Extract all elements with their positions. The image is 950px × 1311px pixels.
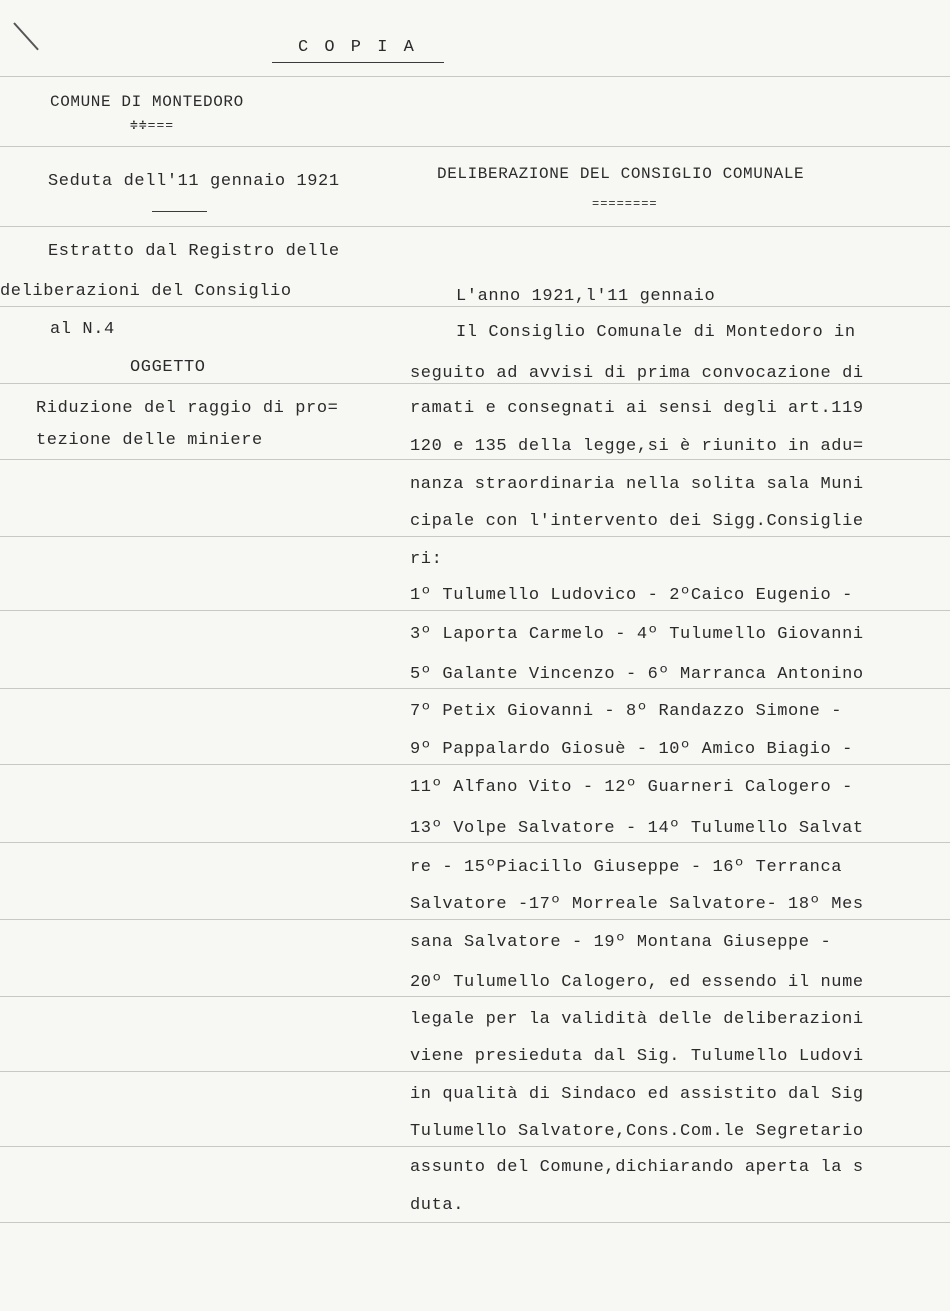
body-line: nanza straordinaria nella solita sala Muni — [410, 475, 864, 494]
body-line: 7º Petix Giovanni - 8º Randazzo Simone - — [410, 702, 843, 721]
ruled-line — [0, 688, 950, 689]
seduta-date: Seduta dell'11 gennaio 1921 — [48, 172, 340, 191]
ruled-line — [0, 146, 950, 147]
ruled-line — [0, 76, 950, 77]
body-line: 11º Alfano Vito - 12º Guarneri Calogero - — [410, 778, 853, 797]
ruled-line — [0, 610, 950, 611]
body-line: in qualità di Sindaco ed assistito dal Sig — [410, 1085, 864, 1104]
ruled-line — [0, 1146, 950, 1147]
body-line: 120 e 135 della legge,si è riunito in adu= — [410, 437, 864, 456]
ruled-line — [0, 919, 950, 920]
body-line: assunto del Comune,dichiarando aperta la s — [410, 1158, 864, 1177]
body-line: cipale con l'intervento dei Sigg.Consiglie — [410, 512, 864, 531]
body-line: L'anno 1921,l'11 gennaio — [456, 287, 716, 306]
ruled-line — [0, 306, 950, 307]
ruled-line — [0, 1071, 950, 1072]
oggetto-line-1: Riduzione del raggio di pro= — [36, 399, 339, 418]
copia-underline — [272, 62, 444, 63]
ruled-line — [0, 996, 950, 997]
body-line: 1º Tulumello Ludovico - 2ºCaico Eugenio - — [410, 586, 853, 605]
copia-title: C O P I A — [298, 38, 417, 57]
ruled-line — [0, 459, 950, 460]
body-line: 13º Volpe Salvatore - 14º Tulumello Salvat — [410, 819, 864, 838]
estratto-line-2: deliberazioni del Consiglio — [0, 282, 292, 301]
oggetto-line-2: tezione delle miniere — [36, 431, 263, 450]
ruled-line — [0, 536, 950, 537]
seduta-dash — [152, 211, 207, 212]
estratto-line-1: Estratto dal Registro delle — [48, 242, 340, 261]
pen-mark — [13, 22, 39, 50]
body-line: legale per la validità delle deliberazioni — [410, 1010, 864, 1029]
ruled-line — [0, 226, 950, 227]
ruled-line — [0, 842, 950, 843]
body-line: Salvatore -17º Morreale Salvatore- 18º Mes — [410, 895, 864, 914]
deliberazione-mark: ======== — [592, 197, 658, 211]
ruled-line — [0, 383, 950, 384]
body-line: ramati e consegnati ai sensi degli art.119 — [410, 399, 864, 418]
comune-title: COMUNE DI MONTEDORO — [50, 93, 244, 111]
body-line: Tulumello Salvatore,Cons.Com.le Segretario — [410, 1122, 864, 1141]
body-line: 5º Galante Vincenzo - 6º Marranca Antonino — [410, 665, 864, 684]
body-line: 3º Laporta Carmelo - 4º Tulumello Giovanni — [410, 625, 864, 644]
body-line: Il Consiglio Comunale di Montedoro in — [456, 323, 856, 342]
ruled-line — [0, 764, 950, 765]
oggetto-label: OGGETTO — [130, 358, 206, 377]
deliberazione-title: DELIBERAZIONE DEL CONSIGLIO COMUNALE — [437, 165, 805, 183]
body-line: 20º Tulumello Calogero, ed essendo il nume — [410, 973, 864, 992]
body-line: viene presieduta dal Sig. Tulumello Ludovi — [410, 1047, 864, 1066]
body-line: 9º Pappalardo Giosuè - 10º Amico Biagio - — [410, 740, 853, 759]
ruled-line — [0, 1222, 950, 1223]
body-line: ri: — [410, 550, 443, 569]
body-line: duta. — [410, 1196, 465, 1215]
body-line: re - 15ºPiacillo Giuseppe - 16º Terranca — [410, 858, 843, 877]
body-line: sana Salvatore - 19º Montana Giuseppe - — [410, 933, 832, 952]
estratto-line-3: al N.4 — [50, 320, 115, 339]
comune-mark: ≑≑=== — [130, 118, 175, 133]
body-line: seguito ad avvisi di prima convocazione di — [410, 364, 864, 383]
